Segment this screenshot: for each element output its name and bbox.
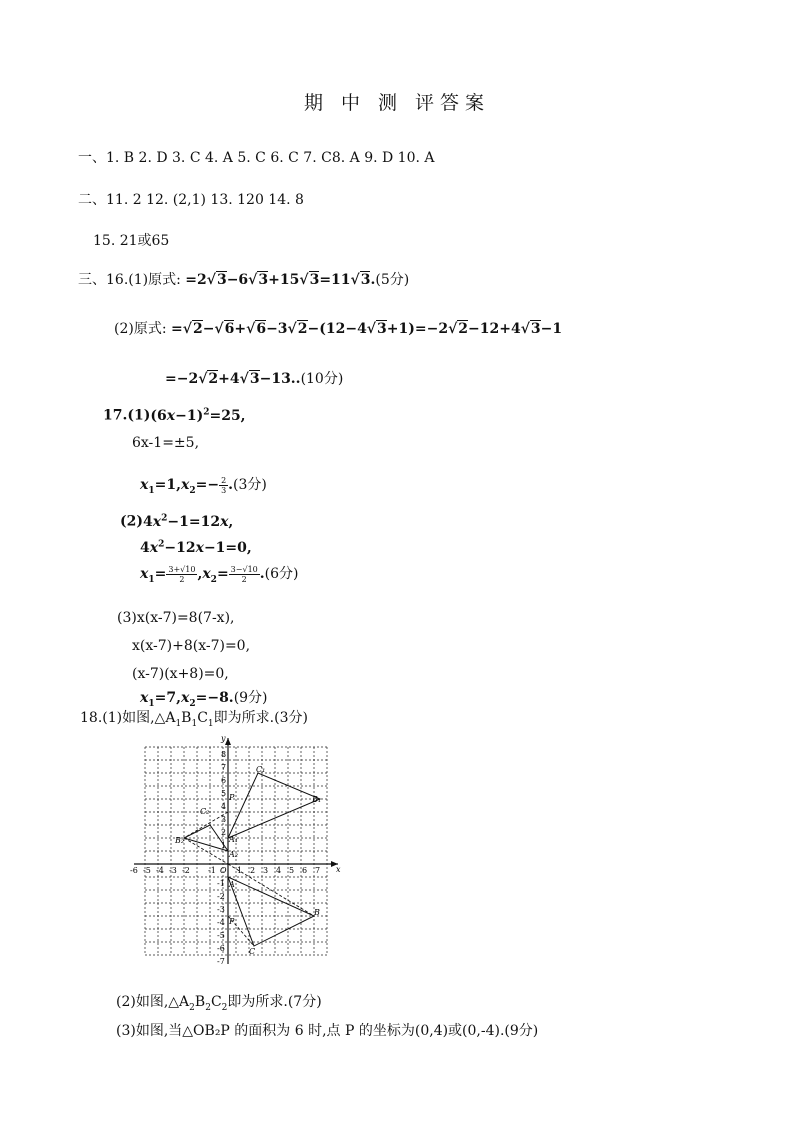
y-tick-label: 5 — [221, 789, 227, 798]
q17-part2-eq: $(2)4x^2-1=12x$, — [120, 513, 234, 530]
q17-part2-result: $x_1=$ $\frac{3+√10}{2}$ $,x_2=$ $\frac{3-√10}{2}$ .(6分) — [140, 564, 299, 585]
y-tick-label: 7 — [221, 763, 227, 772]
y-axis-arrow — [225, 738, 231, 745]
y-tick-label: 3 — [221, 815, 227, 824]
x-tick-label: -4 — [156, 866, 164, 875]
q18-line3: (3)如图,当△OB₂P 的面积为 6 时,点 P 的坐标为(0,4)或(0,-4).(9分) — [116, 1023, 539, 1039]
point-labels — [174, 765, 321, 956]
x-tick-label: 6 — [302, 866, 308, 875]
q16-part2-result: =−2√2+4√3−13..(10分) — [165, 371, 344, 387]
q17-part3-result: $x_1=7,x_2=-8.(9$分) — [140, 690, 268, 709]
x-tick-label: -1 — [208, 866, 216, 875]
point-label-c2: C₂ — [200, 807, 210, 816]
q18-line1: 18.(1)如图$,\triangle A_1B_1C_1$即为所求.(3分) — [80, 710, 308, 729]
x-tick-label: 5 — [289, 866, 295, 875]
q17-part1-result: $x_1=1,x_2=-$ $\frac{2}{3}$ .(3分) — [140, 475, 267, 496]
q16-part2-score: (10分) — [300, 371, 344, 387]
q18-line2-pre: (2)如图, — [116, 994, 169, 1010]
coordinate-grid-figure — [128, 732, 348, 968]
x-tick-label: -3 — [169, 866, 177, 875]
y-tick-labels — [217, 750, 226, 966]
y-tick-label: 2 — [221, 828, 227, 837]
x-tick-label: 7 — [315, 866, 321, 875]
q18-line2: (2)如图$,\triangle A_2B_2C_2$即为所求.(7分) — [116, 994, 322, 1013]
point-label-c: C — [249, 947, 256, 956]
section2-line2: 15. 21或65 — [93, 233, 170, 249]
q17-part2-label: (2) — [120, 513, 143, 530]
point-label-b2: B₂ — [175, 836, 185, 845]
point-label-b1: B₁ — [312, 795, 322, 804]
q18-line1-pre: 18.(1)如图, — [80, 710, 155, 726]
q16-part1: 三、16.(1)原式: =2√3−6√3+15√3=11√3.(5分) — [78, 272, 410, 288]
q16-part1-label: 三、16.(1)原式: — [78, 272, 186, 288]
q16-part2: (2)原式: =√2−√6+√6−3√2−(12−4√3+1)=−2√2−12+4√3−1 — [114, 321, 563, 337]
x-tick-label: -6 — [130, 866, 138, 875]
point-label-a2: A₂ — [229, 850, 238, 859]
q17-part1-eq: $17.(1)(6x-1)^2=25$, — [103, 407, 246, 424]
y-tick-label: -3 — [217, 905, 225, 914]
point-label-b: B — [314, 908, 320, 917]
x-tick-label: 3 — [263, 866, 269, 875]
origin-label: O — [220, 866, 227, 875]
y-tick-label: 1 — [221, 841, 227, 850]
page-title: 期 中 测 评答案 — [303, 92, 491, 114]
section2-line1: 二、11. 2 12. (2,1) 13. 120 14. 8 — [78, 192, 304, 208]
y-tick-label: 6 — [221, 776, 227, 785]
y-tick-label: -4 — [217, 918, 225, 927]
q17-label: 17.(1) — [103, 407, 151, 424]
triangle-a1b1c1 — [228, 773, 320, 838]
y-tick-label: -5 — [217, 931, 225, 940]
point-label-a: A — [229, 880, 235, 889]
y-tick-label: 4 — [221, 802, 227, 811]
q16-part2-label: (2)原式: — [114, 321, 171, 337]
y-tick-label: -2 — [217, 892, 225, 901]
x-tick-label: 1 — [237, 866, 243, 875]
x-tick-label: -5 — [143, 866, 151, 875]
q17-part3-line3: (x-7)(x+8)=0, — [132, 666, 229, 682]
q17-part3-line2: x(x-7)+8(x-7)=0, — [132, 638, 251, 654]
q18-line2-post: 即为所求.(7分) — [227, 994, 322, 1010]
x-tick-label: 2 — [250, 866, 256, 875]
point-label-p-bottom: P — [229, 917, 235, 926]
section1-answers — [78, 147, 435, 167]
q17-part3-score: (9分) — [233, 690, 268, 706]
x-tick-label: 4 — [276, 866, 282, 875]
x-axis-label: x — [336, 865, 341, 874]
x-tick-label: -2 — [182, 866, 190, 875]
point-label-p-top: P — [229, 793, 235, 802]
q17-part2-score: (6分) — [264, 566, 299, 582]
q17-part1-score: (3分) — [233, 477, 267, 493]
y-tick-label: -1 — [217, 879, 225, 888]
section1-text: 1. B 2. D 3. C 4. A 5. C 6. C 7. C8. A 9. D 10. A — [106, 150, 435, 166]
y-tick-label: -7 — [217, 957, 225, 966]
section1-prefix: 一、 — [78, 150, 106, 166]
q17-part3-line1: (3)x(x-7)=8(7-x), — [117, 610, 235, 626]
point-label-a1: A₁ — [229, 835, 238, 844]
q17-part1-step: 6x-1=±5, — [132, 435, 200, 451]
y-tick-label: -6 — [217, 944, 225, 953]
q17-part2-step: $4x^2-12x-1=0$, — [140, 539, 252, 556]
q16-part1-score: (5分) — [375, 272, 410, 288]
q18-line1-post: 即为所求.(3分) — [213, 710, 308, 726]
y-axis-label: y — [221, 734, 226, 743]
y-tick-label: 8 — [221, 750, 227, 759]
point-label-c1: C₁ — [256, 765, 266, 774]
